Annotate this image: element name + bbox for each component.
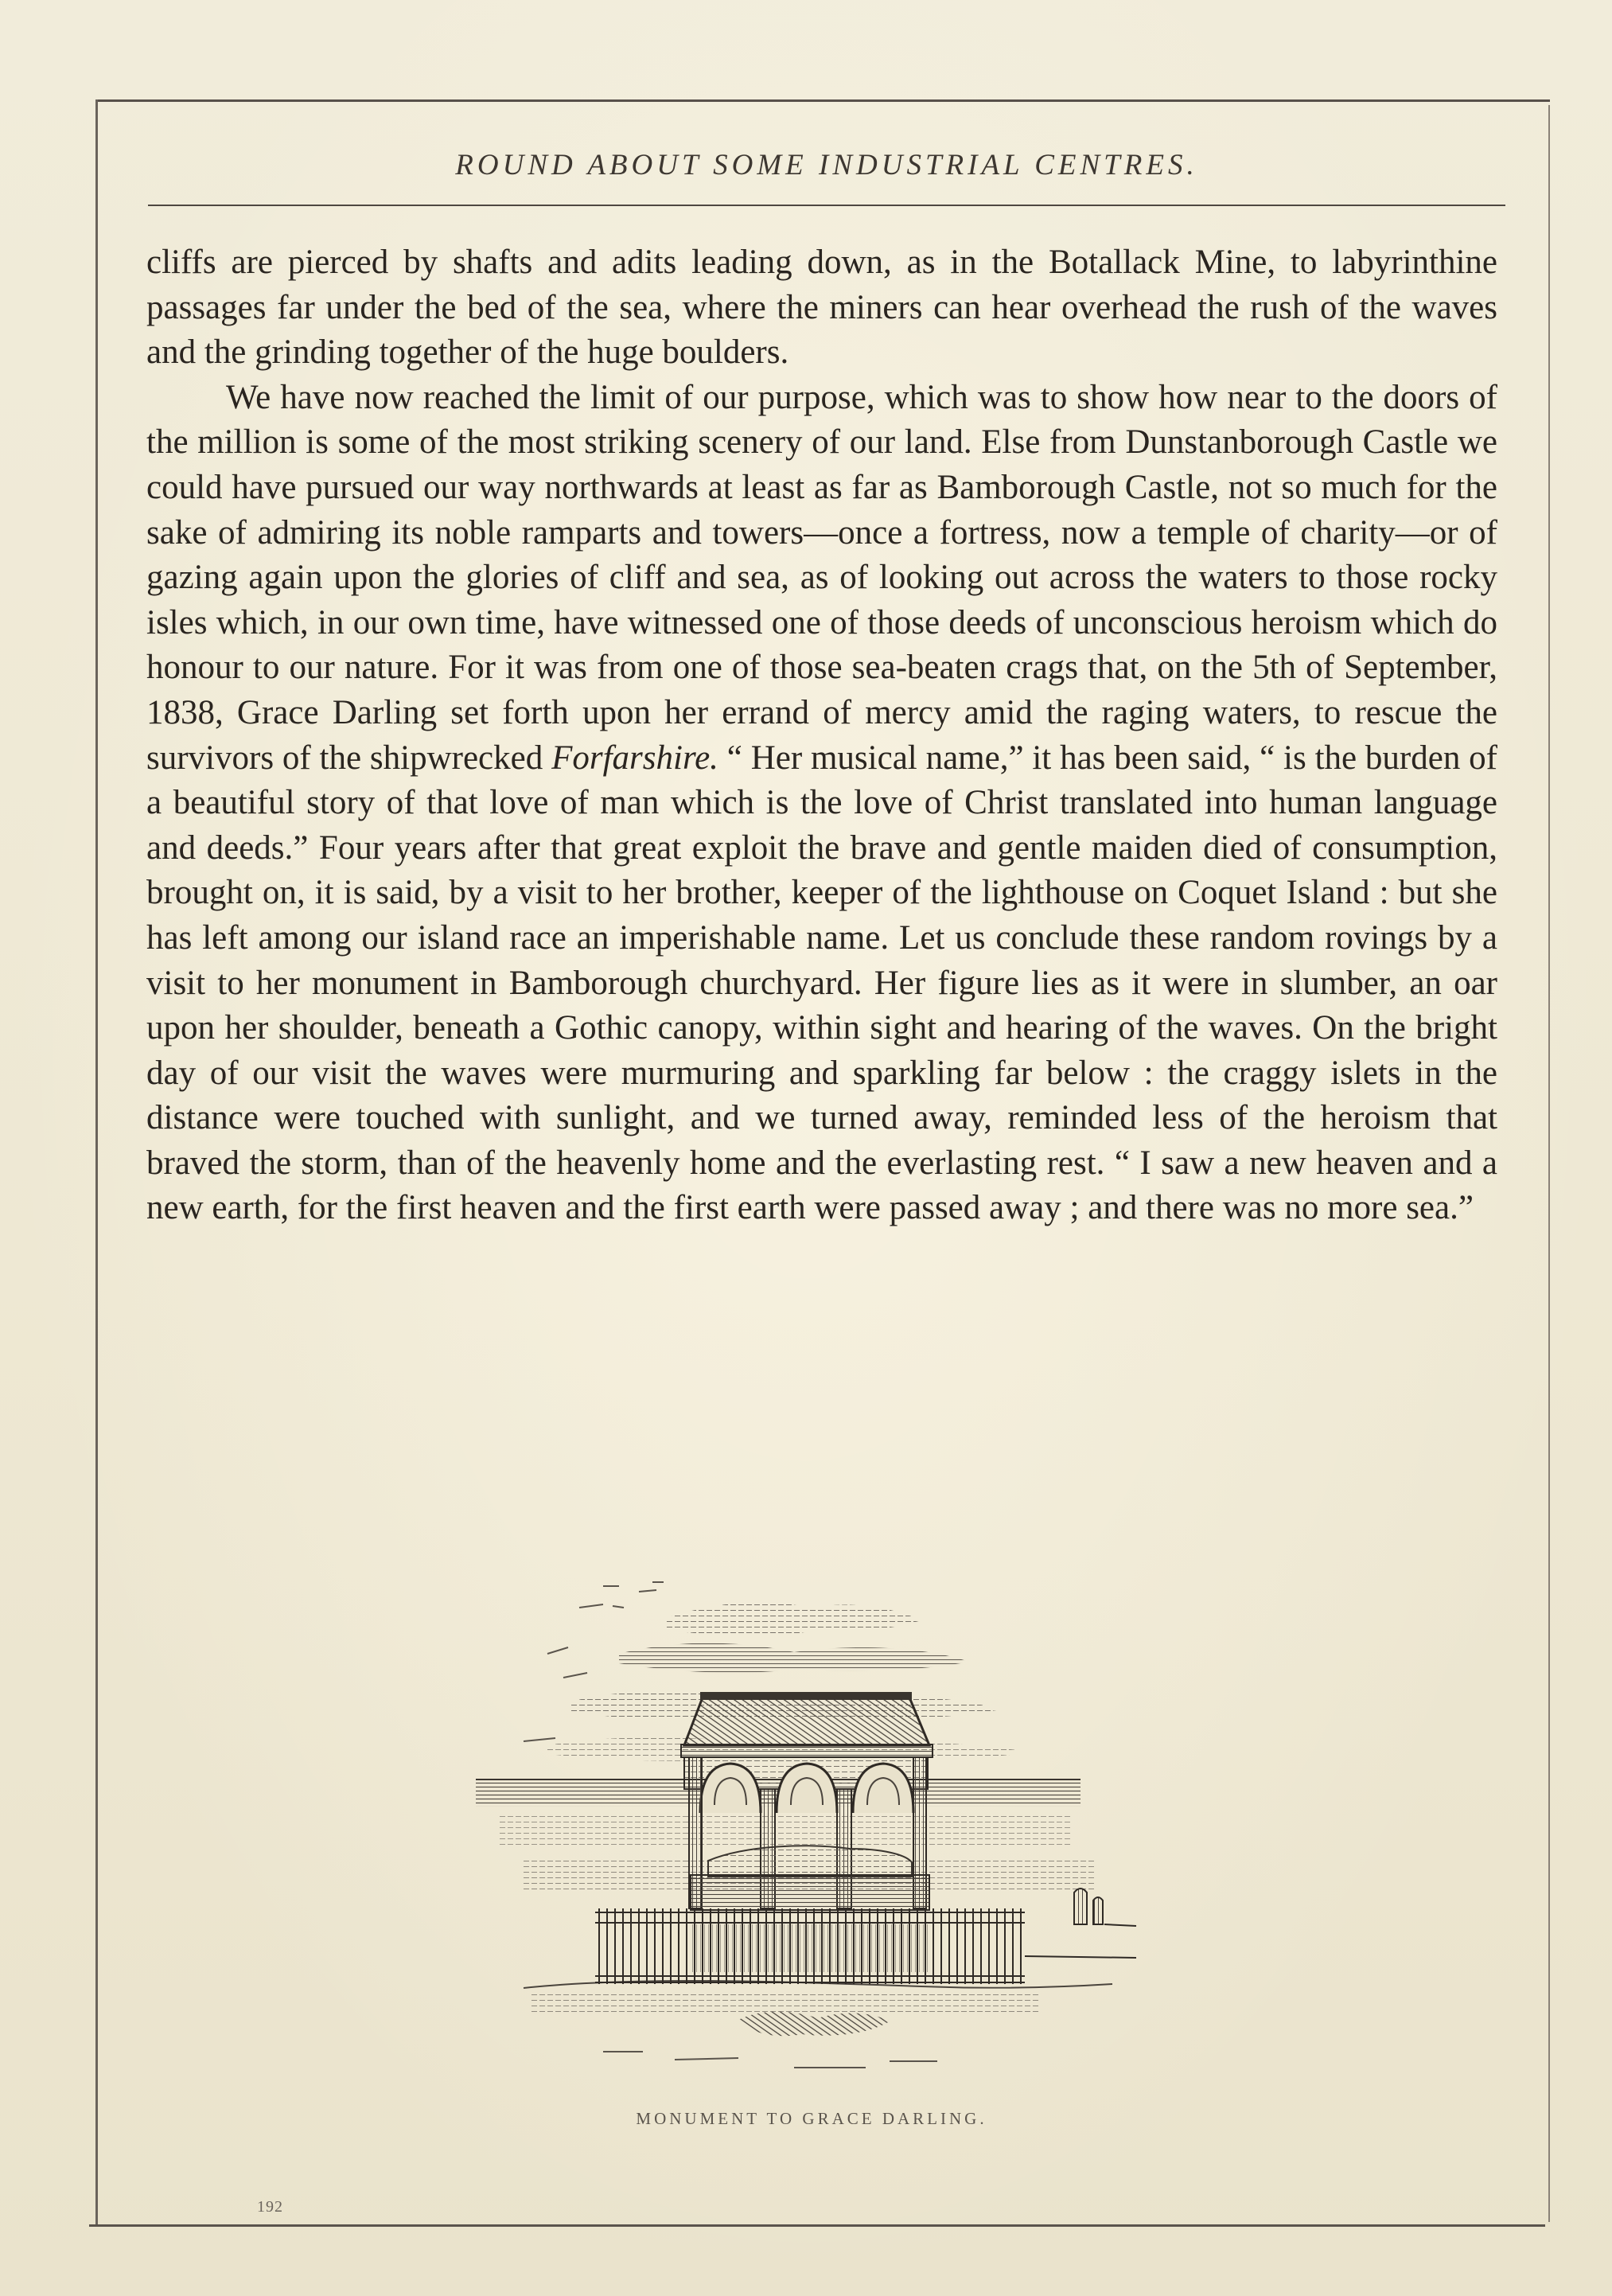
illustration-caption: MONUMENT TO GRACE DARLING. — [636, 2109, 987, 2128]
header-rule — [148, 205, 1505, 206]
gravestones — [1025, 1889, 1136, 1958]
paragraph: cliffs are pierced by shafts and adits leading down, as in the Botallack Mine, to labyrinthine passages far under the bed of the sea, where the miners can hear overhead the rush of the waves and the grinding together of the huge boulders. — [146, 244, 1497, 372]
body-text — [146, 240, 1497, 1231]
canopy — [681, 1692, 933, 1910]
paragraph-text: “ Her musical name,” it has been said, “ is the burden of a beautiful story of that love of man which is the love of Christ translated into human language and deeds.” Four years after that great exploit the brave and gentle maiden died of consumption, brought on, it is said, by a visit to her brother, keeper of the lighthouse on Coquet Island : but she has left among our island race an imperishable name. Let us conclude these random rovings by a visit to her monument in Bamborough churchyard. Her figure lies as it were in slumber, an oar upon her shoulder, beneath a Gothic canopy, within sight and hearing of the waves. On the bright day of our visit the waves were murmuring and sparkling far below : the craggy islets in the distance were touched with sunlight, and we turned away, reminded less of the heroism that braved the storm, than of the heavenly home and the everlasting rest. “ I saw a new heaven and a new earth, for the first heaven and the first earth were passed away ; and there was no more sea.” — [146, 739, 1497, 1227]
monument-engraving — [476, 1574, 1144, 2091]
paragraph — [146, 376, 1497, 1231]
iron-railing — [595, 1908, 1025, 1984]
frame-left-rule — [95, 99, 98, 2224]
paragraph-text: We have now reached the limit of our purpose, which was to show how near to the doors of the million is some of the most striking scenery of our land. Else from Dunstanborough Castle we could have pursued our way northwards at least as far as Bamborough Castle, not so much for the sake of admiring its noble ramparts and towers—once a fortress, now a temple of charity—or of gazing again upon the glories of cliff and sea, as of looking out across the waters to those rocky isles which, in our own time, have witnessed one of those deeds of unconscious heroism which do honour to our nature. For it was from one of those sea-beaten crags that, on the 5th of September, 1838, Grace Darling set forth upon her errand of mercy amid the raging waters, to rescue the survivors of the shipwrecked — [146, 378, 1497, 777]
page-number: 192 — [257, 2198, 283, 2216]
frame-bottom-rule — [89, 2224, 1545, 2227]
frame-top-rule — [95, 99, 1550, 102]
ship-name: Forfarshire. — [551, 739, 718, 777]
running-header: ROUND ABOUT SOME INDUSTRIAL CENTRES. — [455, 149, 1198, 181]
frame-right-rule — [1548, 105, 1550, 2222]
